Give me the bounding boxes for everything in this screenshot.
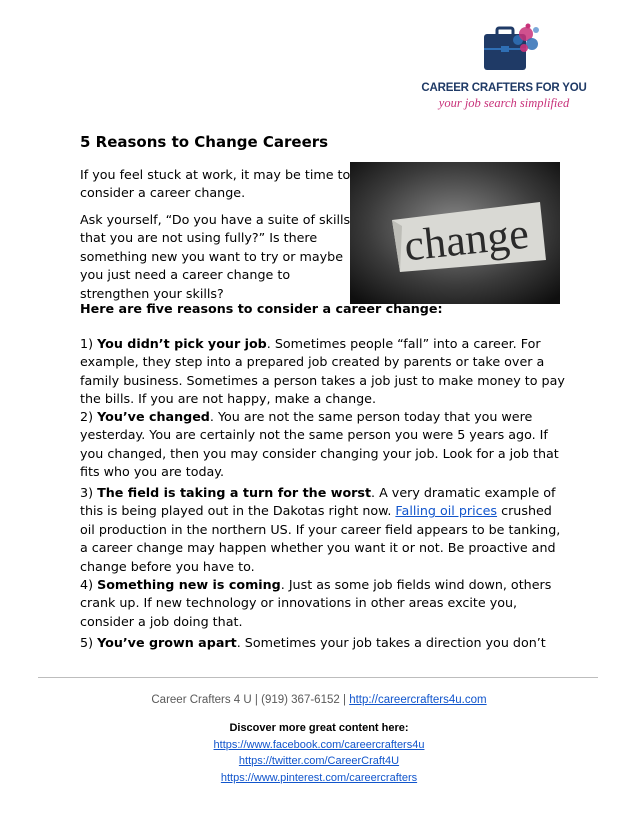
footer-website-link[interactable]: http://careercrafters4u.com	[349, 694, 487, 706]
change-photo	[350, 162, 560, 304]
reason-3-heading: The field is taking a turn for the worst	[97, 485, 372, 500]
article-title: 5 Reasons to Change Careers	[80, 133, 329, 151]
twitter-link[interactable]: https://twitter.com/CareerCraft4U	[238, 755, 400, 767]
footer-divider	[38, 677, 598, 678]
logo-title: CAREER CRAFTERS FOR YOU	[421, 82, 587, 94]
footer-discover	[0, 720, 638, 786]
facebook-link[interactable]: https://www.facebook.com/careercrafters4u	[213, 738, 425, 751]
company-logo	[414, 22, 594, 120]
intro-paragraph-1: If you feel stuck at work, it may be time to consider a career change.	[80, 167, 351, 201]
reason-5: 5) You’ve grown apart. Sometimes your job takes a direction you don’t	[80, 635, 546, 650]
reason-3: 3) The field is taking a turn for the worst. A very dramatic example of this is being played out in the Dakotas right now. Falling oil prices crushed oil production in the northern US. If your career field appears to be tanking, a career change may happen whether you want it or not. Be proactive and change before you have to.	[80, 485, 561, 574]
intro-paragraph-2: Ask yourself, “Do you have a suite of skills that you are not using fully?” Is there something new you want to try or maybe you just need a career change to strengthen your skills?	[80, 212, 351, 301]
footer-company: Career Crafters 4 U	[151, 694, 252, 706]
footer-phone: (919) 367-6152	[261, 694, 340, 706]
falling-oil-prices-link[interactable]: Falling oil prices	[395, 503, 498, 519]
pinterest-link[interactable]: https://www.pinterest.com/careercrafters	[220, 771, 418, 784]
footer-contact: Career Crafters 4 U | (919) 367-6152 | http://careercrafters4u.com	[151, 694, 487, 706]
reason-2: 2) You’ve changed. You are not the same person today that you were yesterday. You are certainly not the same person you were 5 years ago. If you changed, then you may consider changing your job. Look for a job that fits who you are today.	[80, 409, 559, 480]
discover-title: Discover more great content here:	[229, 722, 409, 734]
reason-1-heading: You didn’t pick your job	[97, 336, 267, 351]
reason-5-heading: You’ve grown apart	[97, 635, 237, 650]
list-heading: Here are five reasons to consider a career change:	[80, 301, 443, 316]
reason-1: 1) You didn’t pick your job. Sometimes people “fall” into a career. For example, they step into a prepared job created by parents or take over a family business. Sometimes a person takes a job just to make money to pay the bills. If you are not happy, make a change.	[80, 336, 565, 407]
reason-4: 4) Something new is coming. Just as some job fields wind down, others crank up. If new technology or innovations in other areas excite you, consider a job doing that.	[80, 577, 552, 629]
change-photo-word: change	[401, 208, 532, 271]
logo-tagline: your job search simplified	[438, 96, 570, 110]
reason-2-heading: You’ve changed	[97, 409, 210, 424]
reason-4-heading: Something new is coming	[97, 577, 281, 592]
briefcase-icon	[414, 22, 594, 82]
